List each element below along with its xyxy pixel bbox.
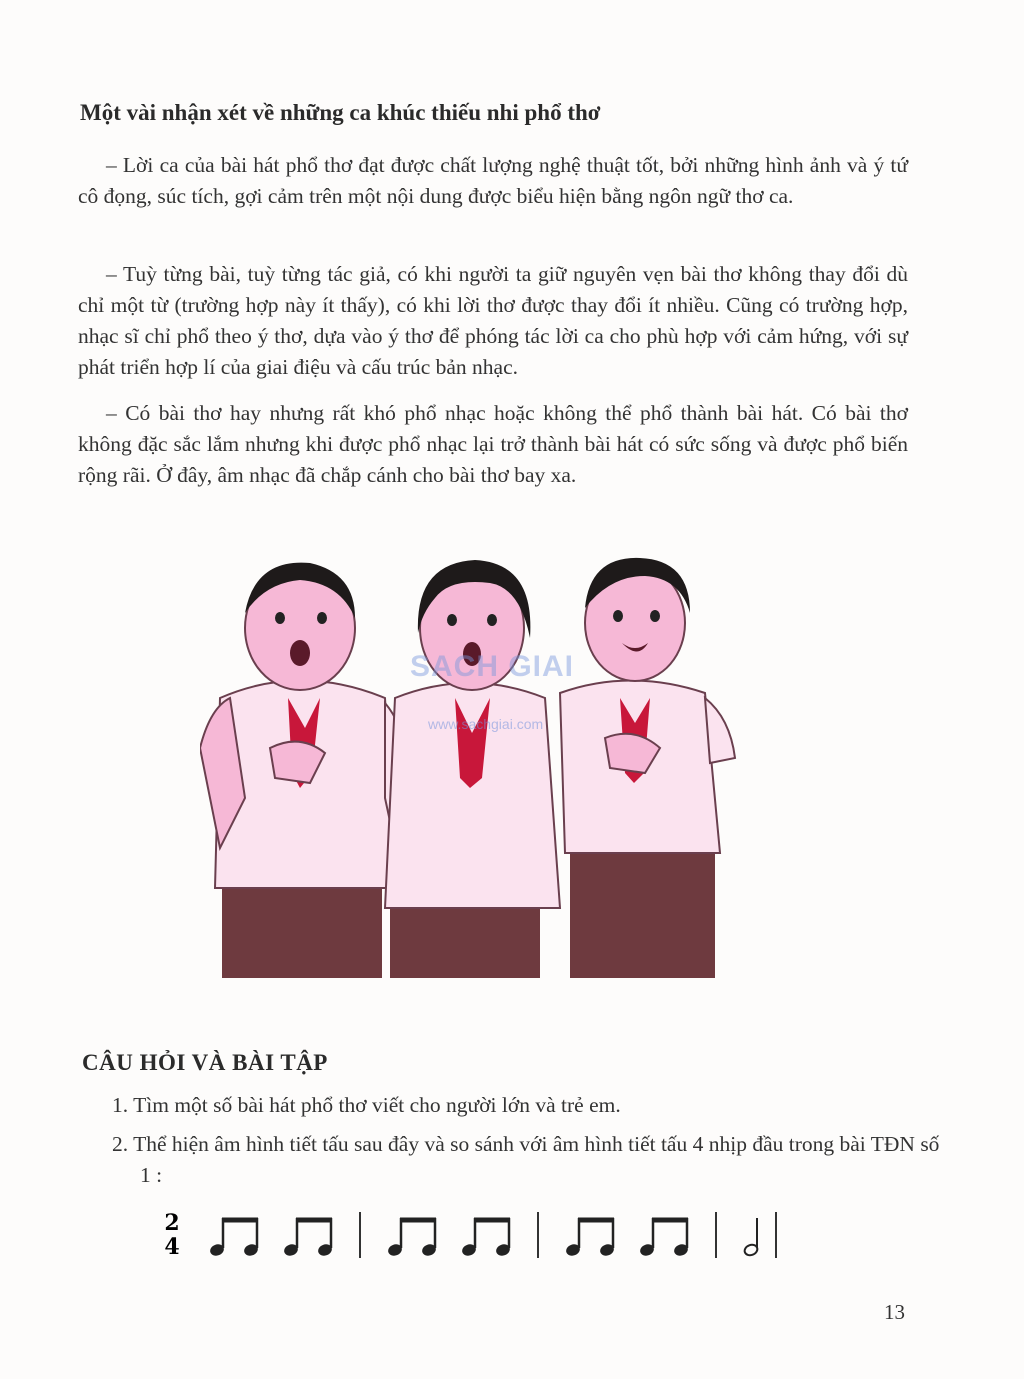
eighth-note-pair — [387, 1218, 438, 1258]
eighth-note-pair — [639, 1218, 690, 1258]
section-heading: Một vài nhận xét về những ca khúc thiếu nhi phổ thơ — [80, 100, 601, 125]
left-boy-trousers — [222, 878, 382, 978]
eighth-note-pair — [461, 1218, 512, 1258]
right-boy-trousers — [570, 848, 715, 978]
paragraph-2: – Tuỳ từng bài, tuỳ từng tác giả, có khi người ta giữ nguyên vẹn bài thơ không thay đổi dù chỉ một từ (trường hợp này ít thấy), có khi lời thơ được thay đổi ít nhiều. Cũng có trường hợp, nhạc sĩ chỉ phổ theo ý thơ, dựa vào ý thơ để phóng tác lời ca cho phù hợp với cảm hứng, với sự phát triển hợp lí của giai điệu và cấu trúc bản nhạc. — [78, 262, 908, 379]
exercises-title: CÂU HỎI VÀ BÀI TẬP — [82, 1050, 328, 1075]
exercise-item-1: 1. Tìm một số bài hát phổ thơ viết cho người lớn và trẻ em. — [112, 1093, 621, 1117]
watermark-url: www.sachgiai.com — [428, 716, 544, 732]
eighth-note-pair — [209, 1218, 260, 1258]
page-number: 13 — [884, 1300, 905, 1324]
eighth-note-pair — [283, 1218, 334, 1258]
left-boy-figure — [200, 563, 420, 978]
watermark-logo: SACH GIAI — [410, 650, 575, 683]
children-singing-illustration — [200, 548, 740, 980]
middle-girl-figure — [385, 560, 560, 978]
exercise-item-2: 2. Thể hiện âm hình tiết tấu sau đây và so sánh với âm hình tiết tấu 4 nhịp đầu trong bài TĐN số 1 : — [112, 1132, 940, 1187]
rhythm-notation — [160, 1200, 860, 1280]
paragraph-3: – Có bài thơ hay nhưng rất khó phổ nhạc hoặc không thể phổ thành bài hát. Có bài thơ không đặc sắc lắm nhưng khi được phổ nhạc lại trở thành bài hát có sức sống và được phổ biến rộng rãi. Ở đây, âm nhạc đã chắp cánh cho bài thơ bay xa. — [78, 401, 908, 487]
time-signature-top: 2 — [164, 1210, 180, 1236]
eighth-note-pair — [565, 1218, 616, 1258]
right-boy-figure — [560, 558, 735, 978]
paragraph-1: – Lời ca của bài hát phổ thơ đạt được chất lượng nghệ thuật tốt, bởi những hình ảnh và ý tứ cô đọng, súc tích, gợi cảm trên một nội dung được biểu hiện bằng ngôn ngữ thơ ca. — [78, 153, 908, 208]
half-note — [743, 1218, 759, 1257]
middle-girl-trousers — [390, 898, 540, 978]
time-signature-bottom: 4 — [164, 1234, 180, 1260]
